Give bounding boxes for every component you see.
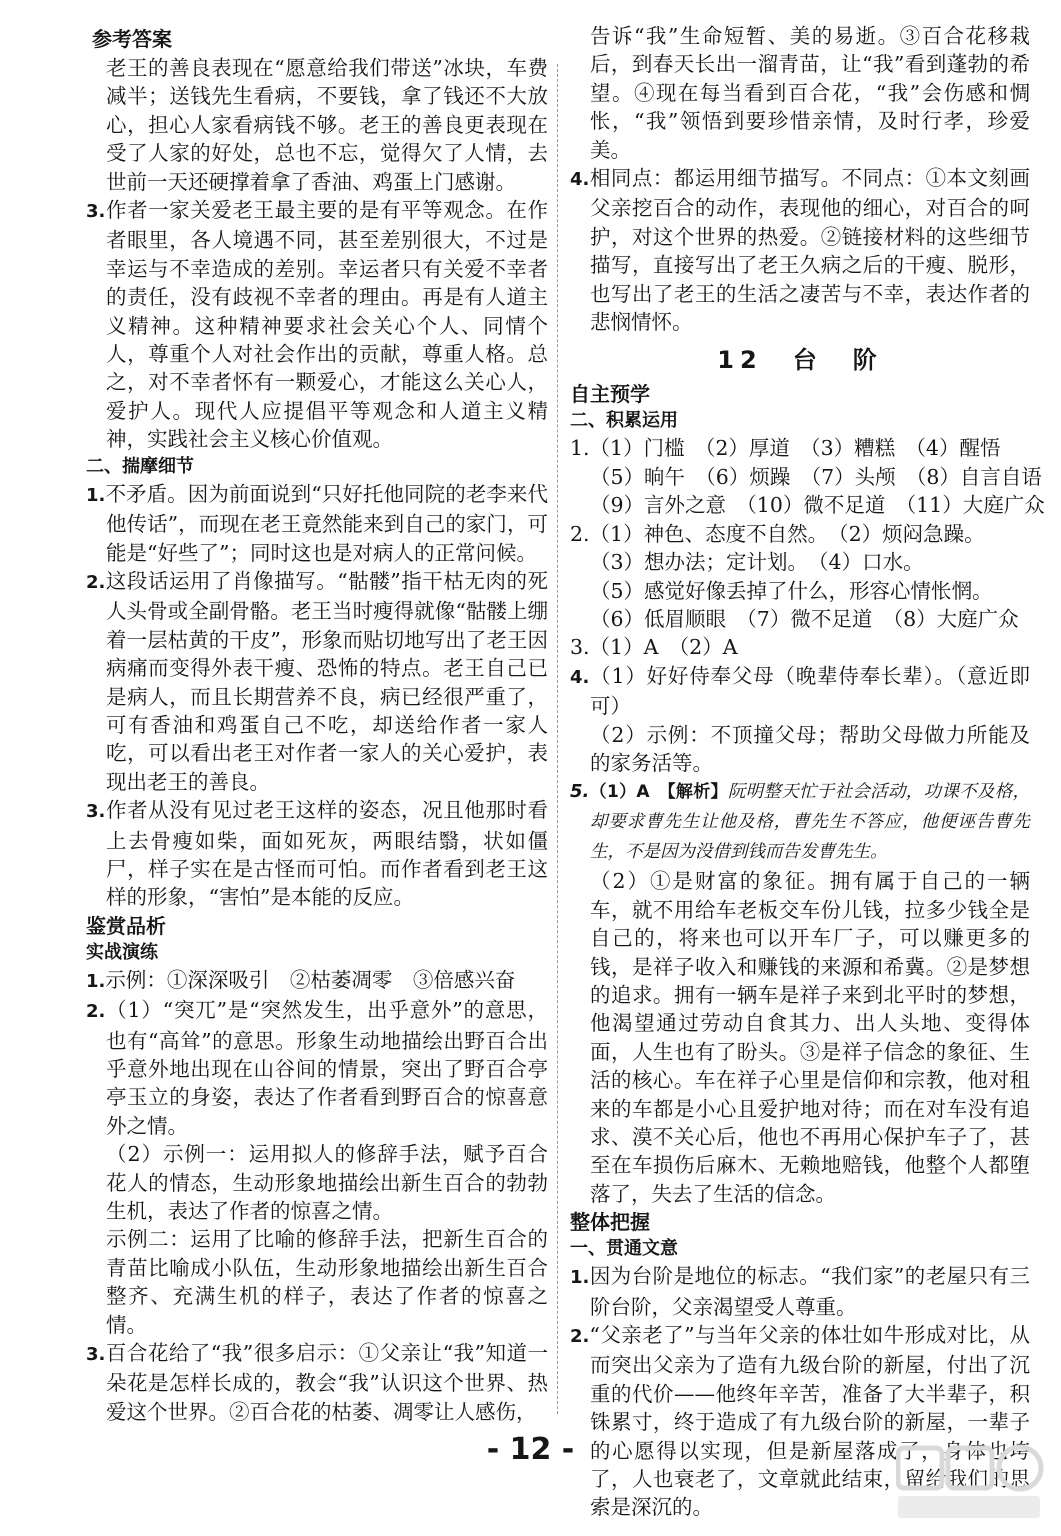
q3: 3.（1）A （2）A: [570, 635, 738, 660]
detail-item-1: [86, 480, 548, 567]
item-text: 不矛盾。因为前面说到“只好托他同院的老李来代他传话”，而现在老王竟然能来到自己的家门，可能是“好些了”；同时这也是对病人的正常问候。: [105, 481, 548, 565]
item-text: 作者从没有见过老王这样的姿态，况且他那时看上去骨瘦如柴，面如死灰，两眼结翳，状如僵尸，样子实在是古怪而可怕。而作者看到老王这样的形象，“害怕”是本能的反应。: [105, 798, 548, 910]
subsection-header-accumulation: 二、积累运用: [570, 410, 678, 432]
detail-item-3: [86, 796, 548, 912]
practice-item-3: [86, 1339, 548, 1426]
subsection-header-practice: 实战演练: [86, 941, 158, 963]
comprehension-item-1: [570, 1262, 1030, 1321]
item-text: “父亲老了”与当年父亲的体壮如牛形成对比，从而突出父亲为了造有九级台阶的新屋，付出了沉重的代价——他终年辛苦，准备了大半辈子，积铢累寸，终于造成了有九级台阶的新屋，一辈子的心愿得以实现，但是新屋落成了，身体也垮了，人也衰老了，文章就此结束，留给我们的思索是深沉的。: [589, 1323, 1030, 1520]
q5-part2: （2）①是财富的象征。拥有属于自己的一辆车，就不用给车老板交车份儿钱，拉多少钱全是自己的，将来也可以开车厂子，可以赚更多的钱，是祥子收入和赚钱的来源和希冀。②是梦想的追求。拥有一辆车是祥子来到北平时的梦想，他渴望通过劳动自食其力、出人头地、变得体面，人生也有了盼头。③是祥子信念的象征、生活的核心。车在祥子心里是信仰和宗教，他对租来的车都是小心且爱护地对待；而在对车没有追求、漠不关心后，他也不再用心保护车子了，甚至在车损伤后麻木、无赖地赔钱，他整个人都堕落了，失去了生活的信念。: [590, 869, 1030, 1206]
section-header-preview: 自主预学: [570, 382, 650, 407]
right-column: [570, 22, 1045, 1522]
answer-item-2-continuation: 老王的善良表现在“愿意给我们带送”冰块，车费减半；送钱先生看病，不要钱，拿了钱还不大放心，担心人家看病钱不够。老王的善良更表现在受了人家的好处，总也不忘，觉得欠了人情，去世前一天还硬撑着拿了香油、鸡蛋上门感谢。: [106, 56, 548, 194]
item-text: （1）好好侍奉父母（晚辈侍奉长辈）。（意近即可）: [589, 663, 1030, 719]
item-text: 相同点：都运用细节描写。不同点：①本文刻画父亲挖百合的动作，表现他的细心，对百合的呵护，对这个世界的热爱。②链接材料的这些细节描写，直接写出了老王久病之后的干瘦、脱形，也写出了老王的生活之凄苦与不幸，表达作者的悲悯情怀。: [589, 166, 1030, 335]
q2-row: （6）低眉顺眼 （7）微不足道 （8）大庭广众: [590, 606, 1019, 631]
item-number: 2.: [570, 1326, 590, 1348]
q2-row: 2.（1）神色、态度不自然。 （2）烦闷急躁。: [570, 521, 985, 546]
item-text: 示例：①深深吸引 ②枯萎凋零 ③倍感兴奋: [105, 967, 516, 992]
item-number: 1.: [570, 1267, 590, 1289]
q4-part2: （2）示例：不顶撞父母；帮助父母做力所能及的家务活等。: [590, 722, 1030, 775]
page-number: - 12 -: [486, 1432, 575, 1467]
item-text: 百合花给了“我”很多启示：①父亲让“我”知道一朵花是怎样长成的，教会“我”认识这个世界、热爱这个世界。②百合花的枯萎、凋零让人感伤，: [105, 1341, 548, 1424]
item-number: 2.: [86, 571, 106, 593]
lesson-title: 12 台 阶: [717, 346, 883, 375]
practice-item-2-part2: （2）示例一：运用拟人的修辞手法，赋予百合花人的情态，生动形象地描绘出新生百合的勃勃生机，表达了作者的惊喜之情。: [106, 1142, 548, 1224]
item-number: 3.: [86, 1344, 106, 1366]
section-header-answers: 参考答案: [92, 27, 172, 51]
analysis-text: 阮明整天忙于社会活动，功课不及格，却要求曹先生让他及格，曹先生不答应，他便诬告曹先生，不是因为没借到钱而告发曹先生。: [590, 782, 1031, 863]
item-number: 3.: [86, 201, 106, 223]
q2-row: （3）想办法；定计划。 （4）口水。: [590, 550, 924, 575]
item-number: 3.: [86, 801, 106, 823]
item-number: 5.: [570, 781, 590, 803]
q5-answer: （1）A: [589, 782, 668, 803]
analysis-tag: 【解析】: [667, 782, 728, 803]
answer-item-3: [86, 196, 548, 454]
item-text: 这段话运用了肖像描写。“骷髅”指干枯无肉的死人头骨或全副骨骼。老王当时瘦得就像“骷髅上绷着一层枯黄的干皮”，形象而贴切地写出了老王因病痛而变得外表干瘦、恐怖的特点。老王自己已是病人，而且长期营养不良，病已经很严重了，可有香油和鸡蛋自己不吃，却送给作者一家人吃，可以看出老王对作者一家人的关心爱护，表现出老王的善良。: [105, 568, 548, 794]
practice-item-2: [86, 996, 548, 1140]
detail-item-2: [86, 567, 548, 796]
q4: [570, 662, 1030, 721]
practice-item-4: [570, 164, 1030, 336]
watermark-graphic: [896, 1444, 1046, 1524]
practice-item-2-part3: 示例二：运用了比喻的修辞手法，把新生百合的青苗比喻成小队伍，生动形象地描绘出新生百合整齐、充满生机的样子，表达了作者的惊喜之情。: [106, 1227, 548, 1337]
q2-row: （5）感觉好像丢掉了什么，形容心情怅惘。: [590, 578, 993, 603]
q1-row: （9）言外之意 （10）微不足道 （11）大庭广众: [590, 493, 1045, 518]
item-number: 1.: [86, 970, 106, 992]
q1-row: 1.（1）门槛 （2）厚道 （3）糟糕 （4）醒悟: [570, 436, 1001, 461]
q1-row: （5）晌午 （6）烦躁 （7）头颅 （8）自言自语: [590, 464, 1042, 489]
section-header-overall: 整体把握: [570, 1210, 650, 1235]
item-text: 因为台阶是地位的标志。“我们家”的老屋只有三阶台阶，父亲渴望受人尊重。: [589, 1264, 1030, 1319]
item-number: 1.: [86, 484, 106, 506]
section-header-appreciation: 鉴赏品析: [86, 913, 166, 938]
item-text: 作者一家关爱老王最主要的是有平等观念。在作者眼里，各人境遇不同，甚至差别很大，不过是幸运与不幸造成的差别。幸运者只有关爱不幸者的责任，没有歧视不幸者的理由。再是有人道主义精神。这种精神要求社会关心个人、同情个人，尊重个人对社会作出的贡献，尊重人格。总之，对不幸者怀有一颗爱心，才能这么关心人，爱护人。现代人应提倡平等观念和人道主义精神，实践社会主义核心价值观。: [105, 198, 548, 452]
practice-item-3-continuation: 告诉“我”生命短暂、美的易逝。③百合花移栽后，到春天长出一溜青苗，让“我”看到蓬勃的希望。④现在每当看到百合花，“我”会伤感和惆怅，“我”领悟到要珍惜亲情，及时行孝，珍爱美。: [590, 24, 1030, 162]
watermark-logo: [896, 1444, 1046, 1524]
item-number: 2.: [86, 1001, 106, 1023]
subsection-header-comprehension: 一、贯通文意: [570, 1238, 678, 1260]
practice-item-1: [86, 966, 548, 996]
left-column: [86, 22, 548, 1426]
q5-analysis: [570, 777, 1030, 867]
item-number: 4.: [570, 169, 590, 191]
section-header-details: 二、揣摩细节: [86, 455, 194, 477]
item-number: 4.: [570, 666, 590, 688]
column-divider: [557, 64, 558, 1414]
item-text: （1）“突兀”是“突然发生，出乎意外”的意思，也有“高耸”的意思。形象生动地描绘出野百合出乎意外地出现在山谷间的情景，突出了野百合亭亭玉立的身姿，表达了作者看到野百合的惊喜意外之情。: [105, 998, 548, 1138]
